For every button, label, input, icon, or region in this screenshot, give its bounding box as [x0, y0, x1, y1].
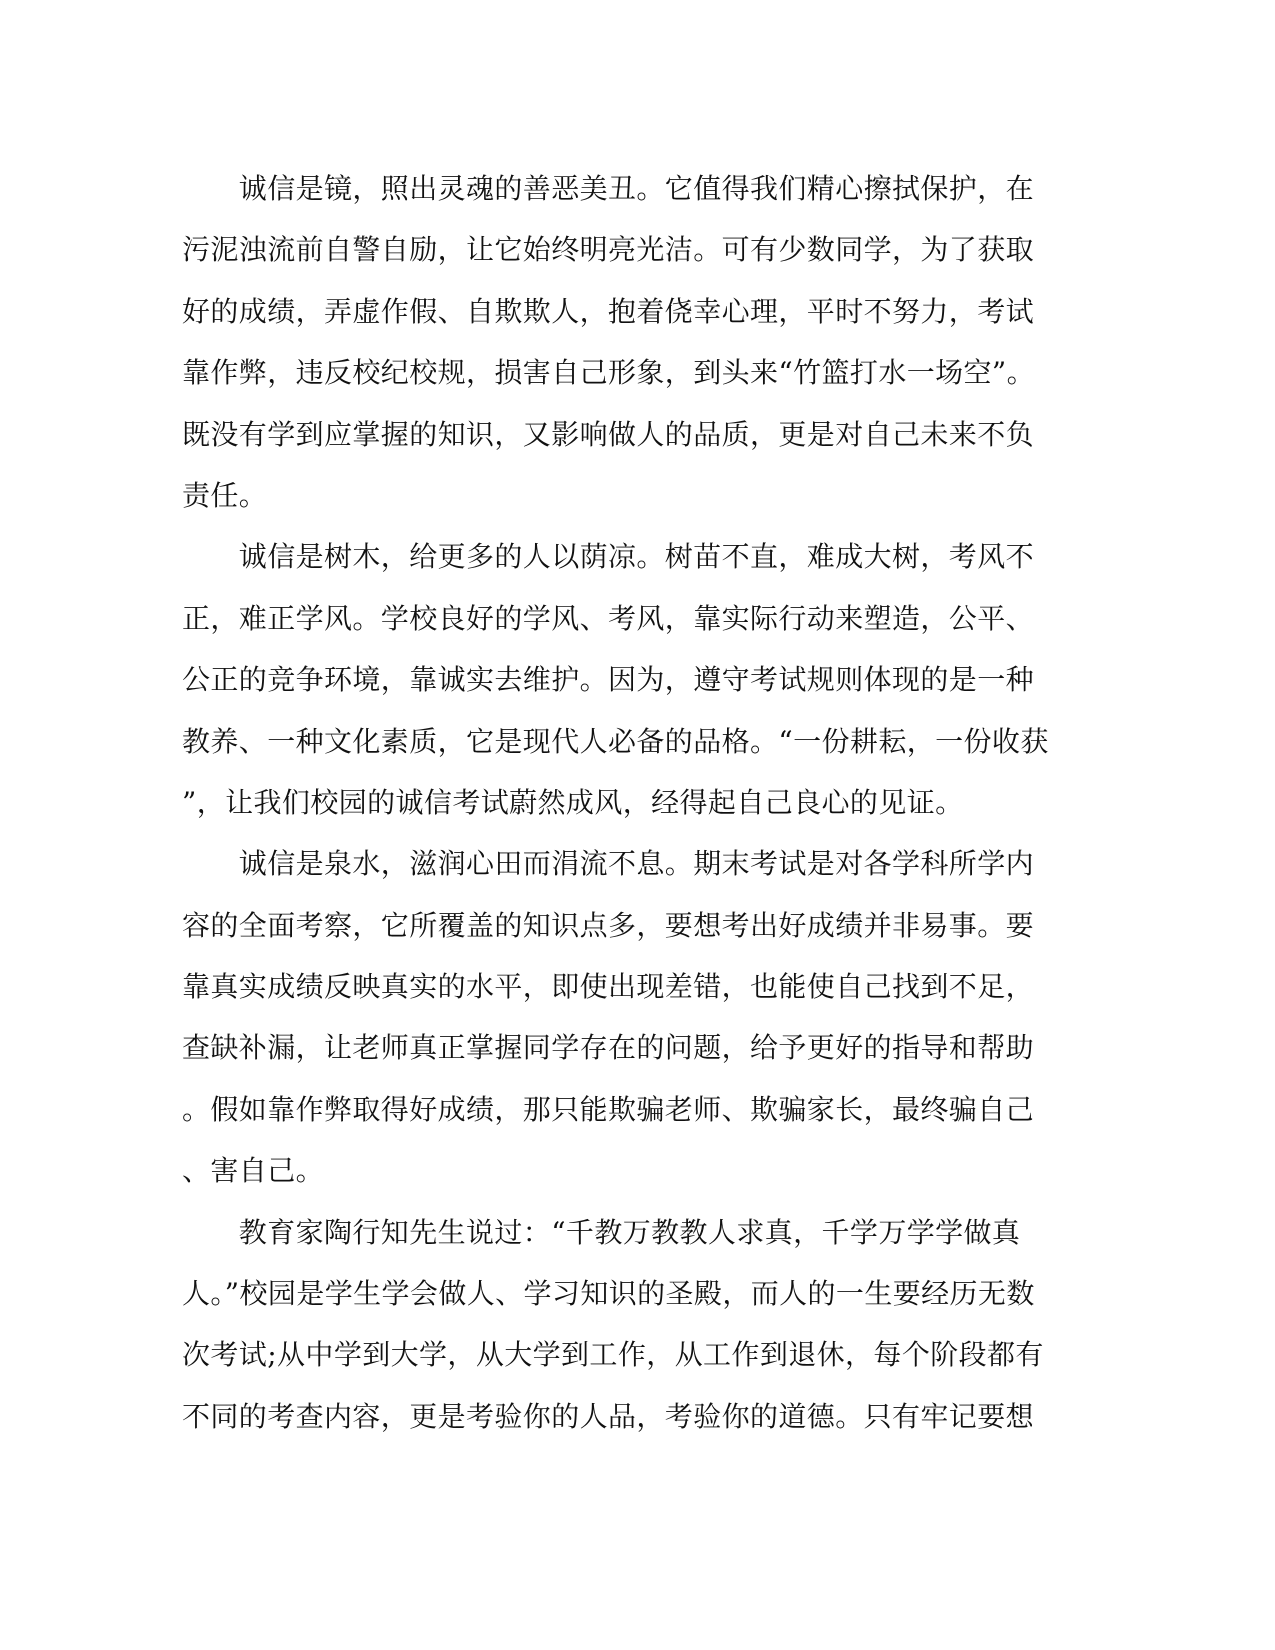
text-line: 教养、一种文化素质，它是现代人必备的品格。“一份耕耘，一份收获 — [182, 724, 1049, 758]
text-line: 既没有学到应掌握的知识，又影响做人的品质，更是对自己未来不负 — [182, 417, 1035, 451]
text-line: 靠真实成绩反映真实的水平，即使出现差错，也能使自己找到不足， — [182, 970, 1035, 1004]
document-body — [182, 158, 1049, 1447]
text-line: 容的全面考察，它所覆盖的知识点多，要想考出好成绩并非易事。要 — [182, 908, 1035, 942]
text-line: 正，难正学风。学校良好的学风、考风，靠实际行动来塑造，公平、 — [182, 601, 1035, 635]
text-line: 公正的竞争环境，靠诚实去维护。因为，遵守考试规则体现的是一种 — [182, 663, 1035, 697]
text-line: 诚信是泉水，滋润心田而涓流不息。期末考试是对各学科所学内 — [182, 847, 1035, 881]
text-line: 不同的考查内容，更是考验你的人品，考验你的道德。只有牢记要想 — [182, 1399, 1035, 1433]
text-line: 责任。 — [182, 478, 268, 512]
text-line: 诚信是镜，照出灵魂的善恶美丑。它值得我们精心擦拭保护，在 — [182, 172, 1035, 205]
text-line: 次考试;从中学到大学，从大学到工作，从工作到退休，每个阶段都有 — [182, 1338, 1044, 1372]
text-line: 靠作弊，违反校纪校规，损害自己形象，到头来“竹篮打水一场空”。 — [182, 356, 1036, 390]
text-line: 、害自己。 — [182, 1154, 325, 1188]
text-line: 。假如靠作弊取得好成绩，那只能欺骗老师、欺骗家长，最终骗自己 — [182, 1092, 1035, 1126]
text-line: 人。”校园是学生学会做人、学习知识的圣殿，而人的一生要经历无数 — [182, 1277, 1035, 1311]
text-line: 教育家陶行知先生说过：“千教万教教人求真，千学万学学做真 — [182, 1215, 1021, 1249]
text-line: 污泥浊流前自警自励，让它始终明亮光洁。可有少数同学，为了获取 — [182, 233, 1035, 267]
text-line: 好的成绩，弄虚作假、自欺欺人，抱着侥幸心理，平时不努力，考试 — [182, 294, 1035, 328]
text-line: 查缺补漏，让老师真正掌握同学存在的问题，给予更好的指导和帮助 — [182, 1031, 1035, 1065]
text-line: 诚信是树木，给更多的人以荫凉。树苗不直，难成大树，考风不 — [182, 540, 1035, 574]
text-line: ”，让我们校园的诚信考试蔚然成风，经得起自己良心的见证。 — [182, 785, 964, 819]
